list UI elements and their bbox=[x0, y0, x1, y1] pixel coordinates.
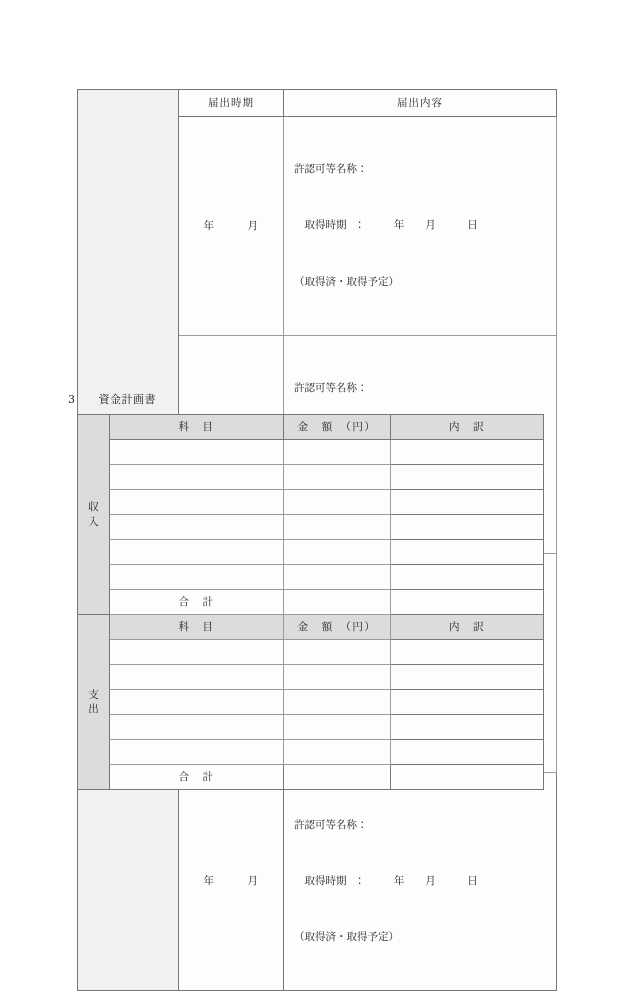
header-item-expenditure: 科 目 bbox=[110, 615, 284, 640]
table-row bbox=[78, 590, 544, 615]
expenditure-detail-cell-4[interactable] bbox=[391, 715, 544, 740]
table-row bbox=[78, 515, 544, 540]
licence-content-cell-4[interactable] bbox=[284, 772, 557, 991]
income-amount-cell-1[interactable] bbox=[284, 440, 391, 465]
income-detail-cell-4[interactable] bbox=[391, 515, 544, 540]
income-total-amount-cell[interactable] bbox=[284, 590, 391, 615]
acquisition-status-line-4: （取得済・取得予定） bbox=[294, 931, 399, 944]
income-amount-cell-4[interactable] bbox=[284, 515, 391, 540]
funding-plan-table bbox=[77, 414, 544, 790]
table-row bbox=[78, 440, 544, 465]
licence-content-cell-1[interactable] bbox=[284, 117, 557, 336]
expenditure-detail-cell-5[interactable] bbox=[391, 740, 544, 765]
acquisition-date-line-4: 取得時期 ： 年 月 日 bbox=[294, 875, 478, 888]
income-amount-cell-6[interactable] bbox=[284, 565, 391, 590]
income-detail-cell-2[interactable] bbox=[391, 465, 544, 490]
income-item-cell-2[interactable] bbox=[110, 465, 284, 490]
header-notification-period: 届出時期 bbox=[179, 90, 284, 117]
expenditure-total-amount-cell[interactable] bbox=[284, 765, 391, 790]
income-detail-cell-1[interactable] bbox=[391, 440, 544, 465]
licence-period-cell-1[interactable]: 年 月 bbox=[179, 117, 284, 336]
expenditure-amount-cell-4[interactable] bbox=[284, 715, 391, 740]
header-detail-income: 内 訳 bbox=[391, 415, 544, 440]
expenditure-item-cell-5[interactable] bbox=[110, 740, 284, 765]
income-item-cell-1[interactable] bbox=[110, 440, 284, 465]
expenditure-item-cell-2[interactable] bbox=[110, 665, 284, 690]
expenditure-label-char-2: 出 bbox=[88, 703, 99, 715]
table-row bbox=[78, 540, 544, 565]
expenditure-item-cell-1[interactable] bbox=[110, 640, 284, 665]
income-amount-cell-5[interactable] bbox=[284, 540, 391, 565]
income-label-char-1: 収 bbox=[88, 501, 99, 514]
licence-name-line-2: 許認可等名称： bbox=[294, 381, 368, 394]
income-amount-cell-2[interactable] bbox=[284, 465, 391, 490]
table-row bbox=[78, 490, 544, 515]
expenditure-amount-cell-5[interactable] bbox=[284, 740, 391, 765]
expenditure-label-char-1: 支 bbox=[88, 688, 99, 701]
income-item-cell-3[interactable] bbox=[110, 490, 284, 515]
licence-period-cell-4[interactable]: 年 月 bbox=[179, 772, 284, 991]
income-total-label: 合 計 bbox=[110, 590, 284, 615]
expenditure-detail-cell-3[interactable] bbox=[391, 690, 544, 715]
table-row bbox=[78, 640, 544, 665]
section-heading-funding-plan: 3 資金計画書 bbox=[68, 393, 156, 406]
section-label-expenditure bbox=[78, 615, 110, 790]
header-item-income: 科 目 bbox=[110, 415, 284, 440]
licence-name-line-1: 許認可等名称： bbox=[294, 163, 368, 176]
expenditure-item-cell-4[interactable] bbox=[110, 715, 284, 740]
table-row bbox=[78, 690, 544, 715]
acquisition-date-line-1: 取得時期 ： 年 月 日 bbox=[294, 219, 478, 232]
table-row bbox=[78, 740, 544, 765]
income-item-cell-4[interactable] bbox=[110, 515, 284, 540]
income-amount-cell-3[interactable] bbox=[284, 490, 391, 515]
table-row bbox=[78, 615, 544, 640]
table-row bbox=[78, 715, 544, 740]
header-amount-expenditure: 金 額 （円） bbox=[284, 615, 391, 640]
expenditure-amount-cell-2[interactable] bbox=[284, 665, 391, 690]
expenditure-amount-cell-3[interactable] bbox=[284, 690, 391, 715]
expenditure-detail-cell-1[interactable] bbox=[391, 640, 544, 665]
income-detail-cell-3[interactable] bbox=[391, 490, 544, 515]
income-total-detail-cell[interactable] bbox=[391, 590, 544, 615]
table-row bbox=[78, 415, 544, 440]
expenditure-total-detail-cell[interactable] bbox=[391, 765, 544, 790]
expenditure-detail-cell-2[interactable] bbox=[391, 665, 544, 690]
table-row bbox=[78, 465, 544, 490]
income-item-cell-5[interactable] bbox=[110, 540, 284, 565]
expenditure-amount-cell-1[interactable] bbox=[284, 640, 391, 665]
table-row bbox=[78, 565, 544, 590]
expenditure-item-cell-3[interactable] bbox=[110, 690, 284, 715]
table-row bbox=[78, 765, 544, 790]
table-row bbox=[78, 665, 544, 690]
section-label-income bbox=[78, 415, 110, 615]
income-detail-cell-5[interactable] bbox=[391, 540, 544, 565]
income-label-char-2: 入 bbox=[88, 515, 99, 528]
header-amount-income: 金 額 （円） bbox=[284, 415, 391, 440]
income-detail-cell-6[interactable] bbox=[391, 565, 544, 590]
income-item-cell-6[interactable] bbox=[110, 565, 284, 590]
header-notification-content: 届出内容 bbox=[284, 90, 557, 117]
licence-name-line-4: 許認可等名称： bbox=[294, 819, 368, 832]
table-row bbox=[78, 90, 557, 117]
expenditure-total-label: 合 計 bbox=[110, 765, 284, 790]
acquisition-status-line-1: （取得済・取得予定） bbox=[294, 275, 399, 288]
header-detail-expenditure: 内 訳 bbox=[391, 615, 544, 640]
